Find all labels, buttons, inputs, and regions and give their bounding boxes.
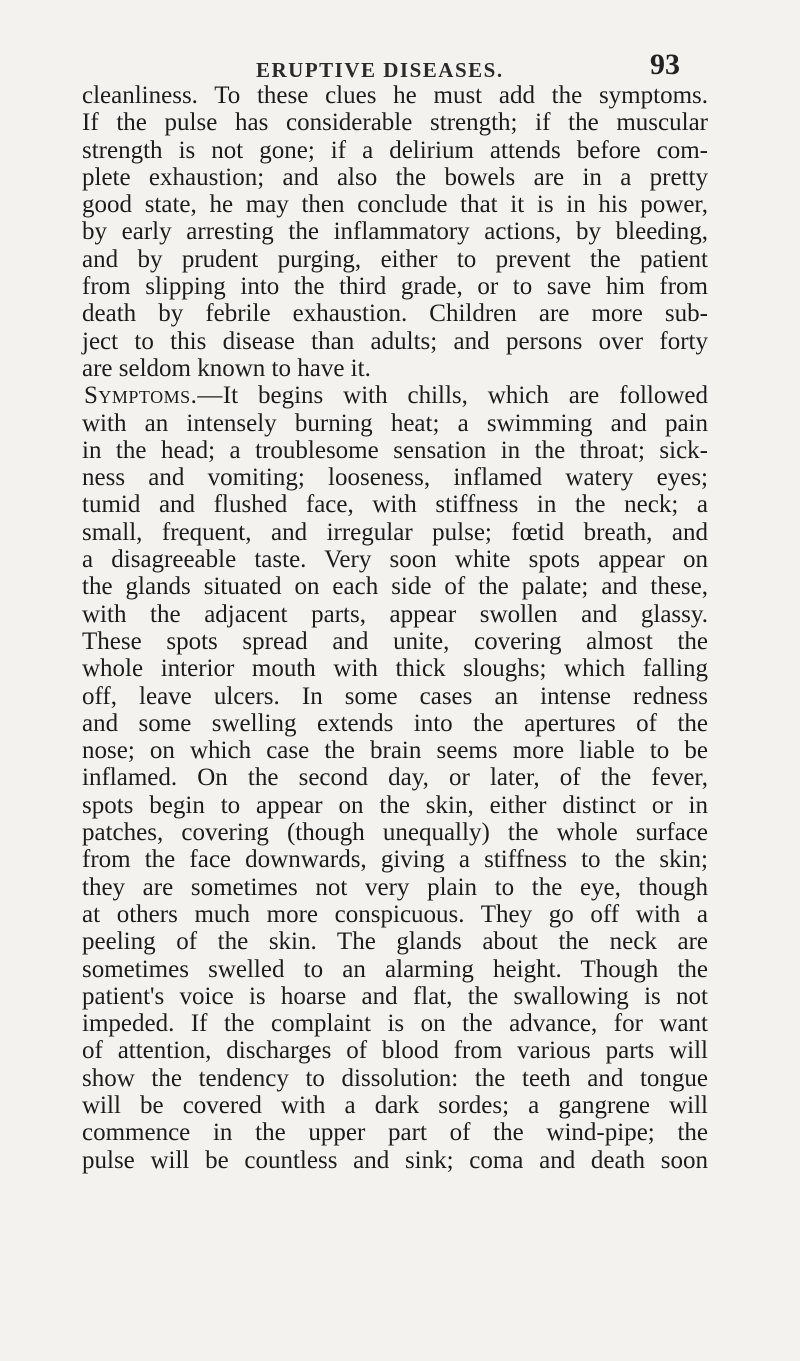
- text-line: small, frequent, and irregular pulse; fœtid breath, and: [82, 518, 708, 546]
- text-line: at others much more conspicuous. They go off with a: [82, 900, 708, 928]
- text-line: impeded. If the complaint is on the advance, for want: [82, 1010, 708, 1038]
- text-line: death by febrile exhaustion. Children are more sub-: [82, 300, 708, 328]
- text-line: by early arresting the inflammatory actions, by bleeding,: [82, 218, 708, 246]
- text-line: a disagreeable taste. Very soon white spots appear on: [82, 546, 708, 574]
- text-line: of attention, discharges of blood from various parts will: [82, 1037, 708, 1065]
- text-line: from slipping into the third grade, or to save him from: [82, 273, 708, 301]
- text-line: peeling of the skin. The glands about the neck are: [82, 928, 708, 956]
- text-line: from the face downwards, giving a stiffness to the skin;: [82, 846, 708, 874]
- text-line: nose; on which case the brain seems more liable to be: [82, 737, 708, 765]
- body-text: [82, 82, 708, 1174]
- text-line: strength is not gone; if a delirium attends before com-: [82, 136, 708, 164]
- text-line: they are sometimes not very plain to the eye, though: [82, 873, 708, 901]
- page-number: 93: [650, 48, 680, 81]
- text-line: plete exhaustion; and also the bowels are in a pretty: [82, 163, 708, 191]
- text-line: will be covered with a dark sordes; a gangrene will: [82, 1091, 708, 1119]
- text-line: with the adjacent parts, appear swollen and glassy.: [82, 600, 708, 628]
- symptoms-paragraph-start: [82, 382, 708, 409]
- text-line: in the head; a troublesome sensation in the throat; sick-: [82, 436, 708, 464]
- text-line: and some swelling extends into the apertures of the: [82, 709, 708, 737]
- symptoms-heading: Symptoms.—: [84, 382, 223, 410]
- text-line: are seldom known to have it.: [82, 354, 371, 382]
- text-line: off, leave ulcers. In some cases an intense redness: [82, 682, 708, 710]
- text-line: If the pulse has considerable strength; if the muscular: [82, 109, 708, 137]
- text-line: inflamed. On the second day, or later, of the fever,: [82, 764, 708, 792]
- text-line: ject to this disease than adults; and persons over forty: [82, 327, 708, 355]
- text-line: tumid and flushed face, with stiffness in the neck; a: [82, 491, 708, 519]
- text-line: with an intensely burning heat; a swimming and pain: [82, 409, 708, 437]
- text-line: spots begin to appear on the skin, either distinct or in: [82, 791, 708, 819]
- text-line: ness and vomiting; looseness, inflamed watery eyes;: [82, 464, 708, 492]
- text-line: It begins with chills, which are followed: [222, 382, 708, 410]
- text-line: sometimes swelled to an alarming height. Though the: [82, 955, 708, 983]
- text-line: patient's voice is hoarse and flat, the swallowing is not: [82, 982, 708, 1010]
- text-line: pulse will be countless and sink; coma and death soon: [82, 1146, 708, 1174]
- text-line: the glands situated on each side of the palate; and these,: [82, 573, 708, 601]
- text-line: commence in the upper part of the wind-pipe; the: [82, 1119, 708, 1147]
- text-line: and by prudent purging, either to prevent the patient: [82, 245, 708, 273]
- text-line: show the tendency to dissolution: the teeth and tongue: [82, 1064, 708, 1092]
- running-head: ERUPTIVE DISEASES.: [256, 58, 504, 82]
- text-line: patches, covering (though unequally) the whole surface: [82, 819, 708, 847]
- text-line: cleanliness. To these clues he must add the symptoms.: [82, 82, 708, 109]
- text-line: whole interior mouth with thick sloughs; which falling: [82, 655, 708, 683]
- text-line: good state, he may then conclude that it is in his power,: [82, 191, 708, 219]
- text-line: These spots spread and unite, covering almost the: [82, 627, 708, 655]
